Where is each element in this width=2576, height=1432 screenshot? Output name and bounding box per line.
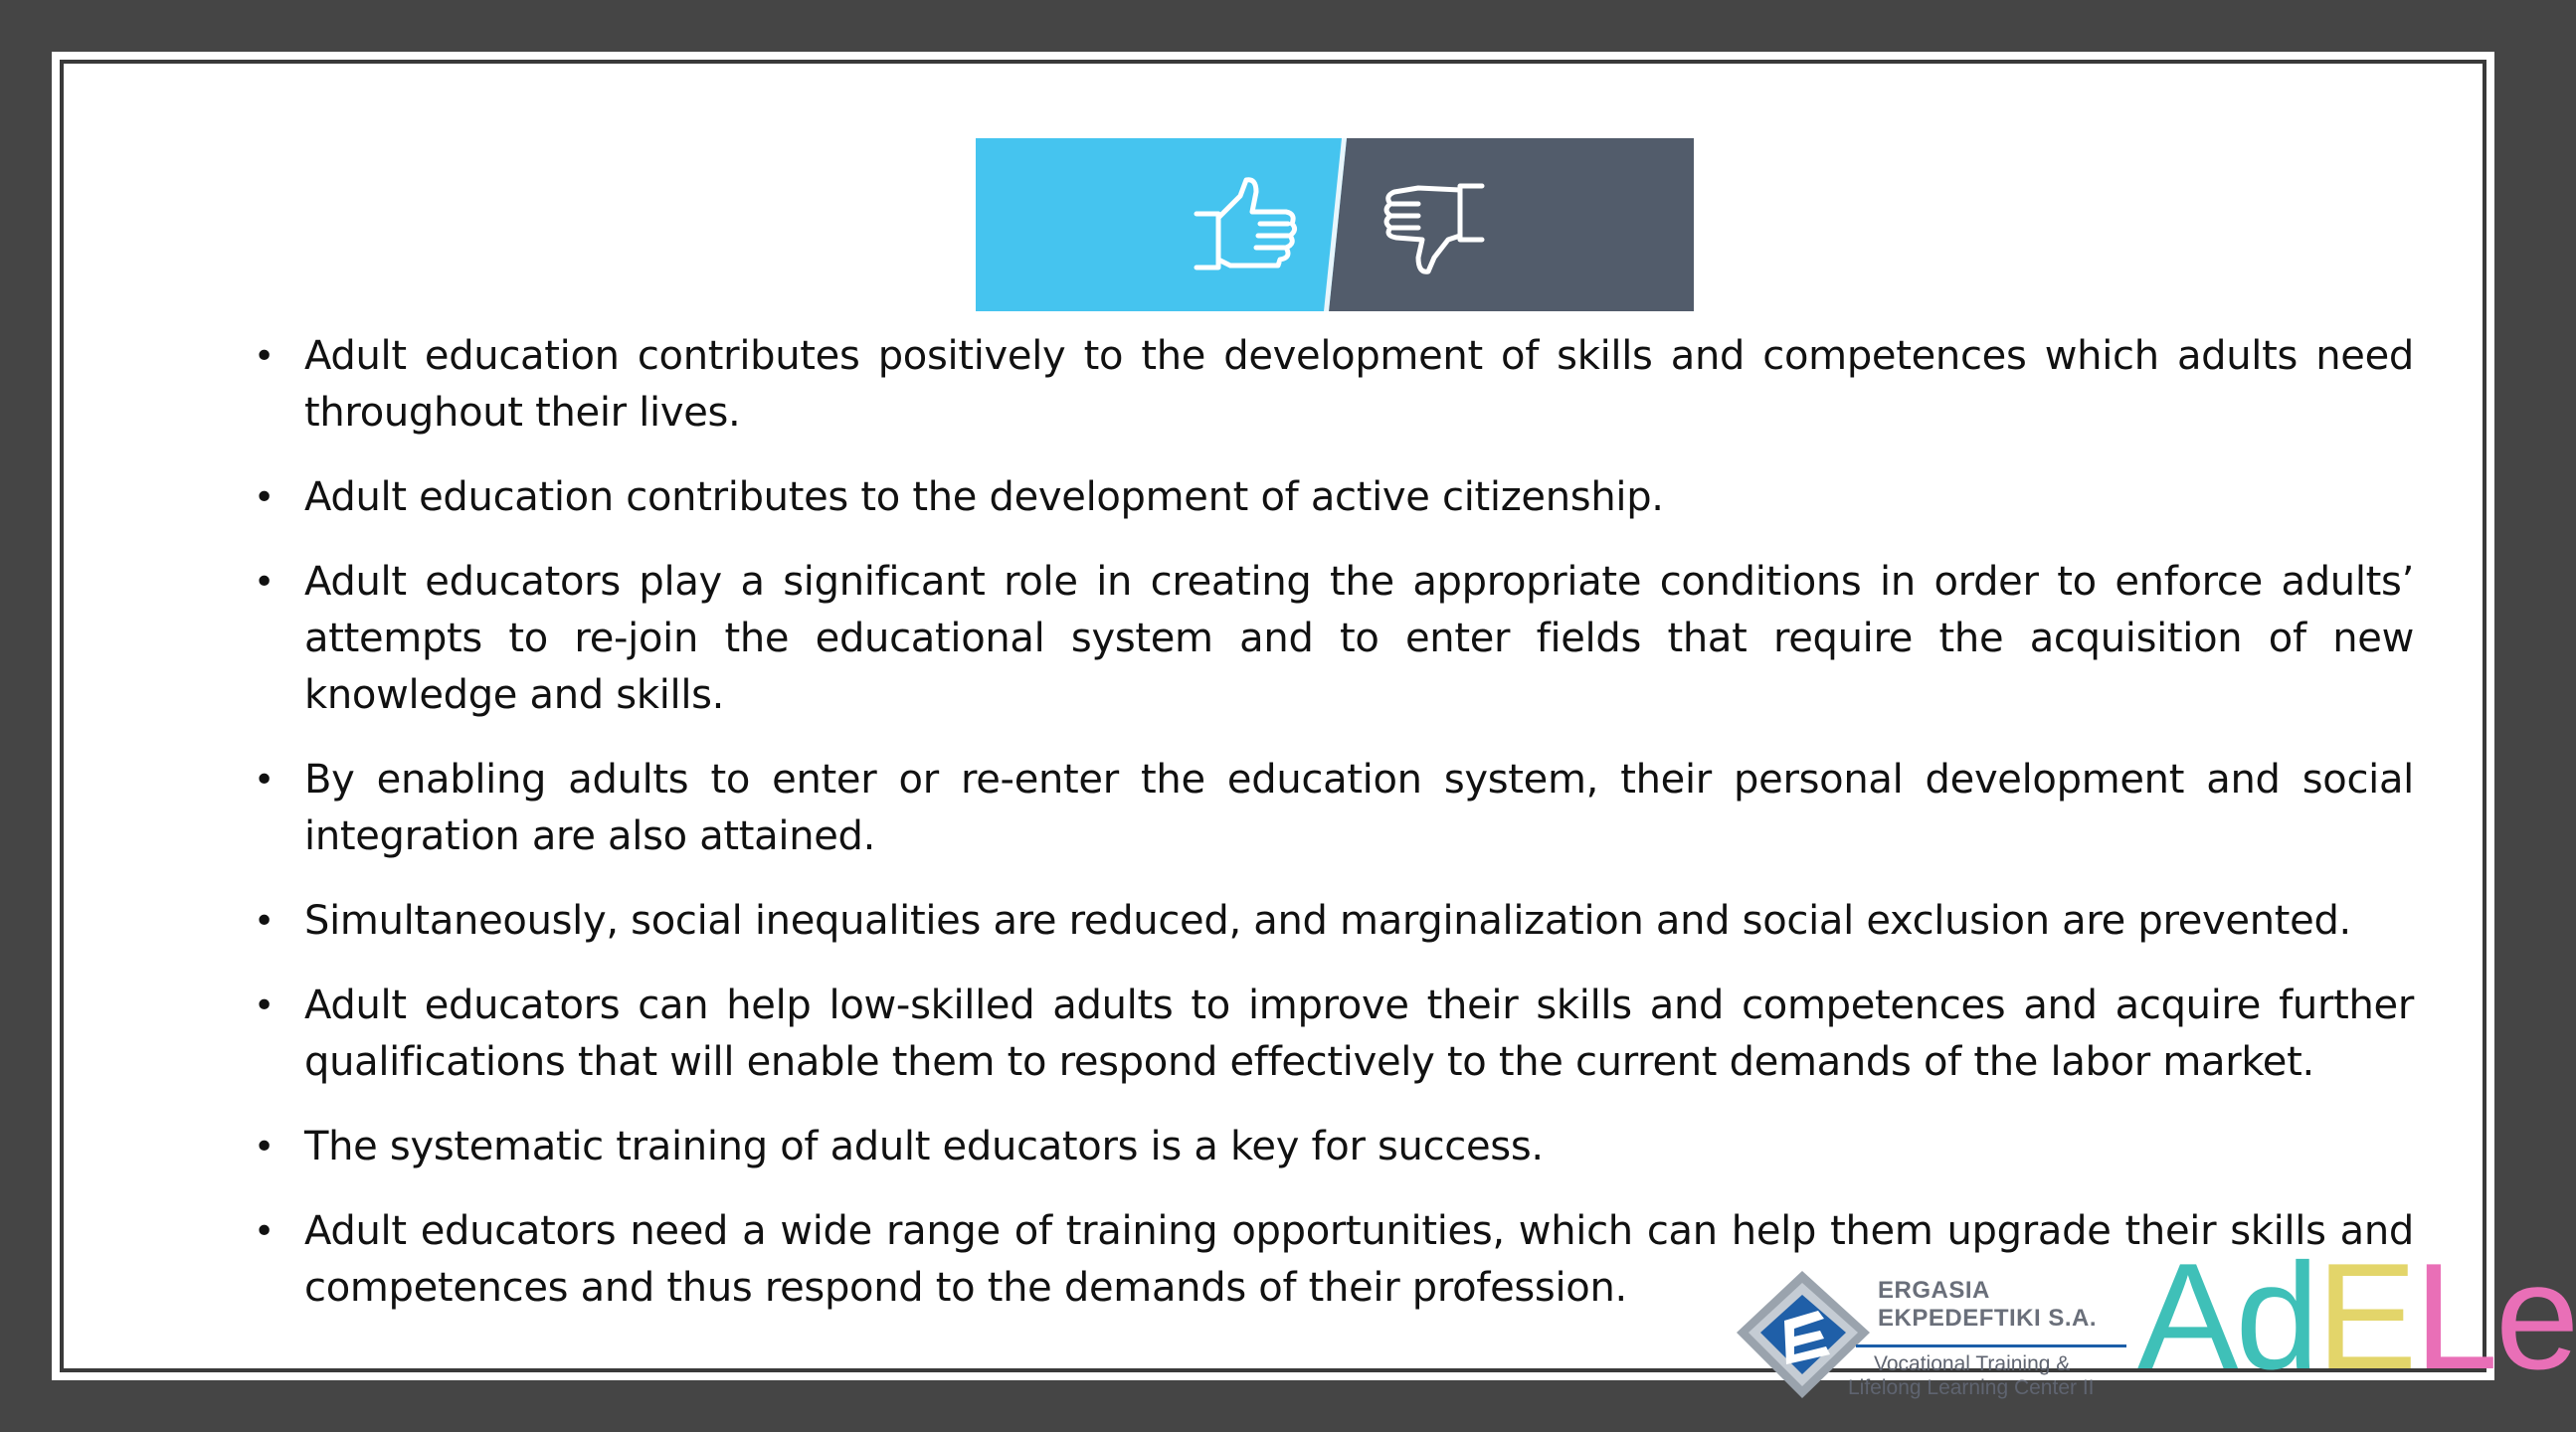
list-item [254, 978, 2414, 1091]
adele-letter: L [2414, 1232, 2495, 1401]
ergasia-subtitle-line1: Vocational Training & [1874, 1352, 2071, 1375]
bullet-text: The systematic training of adult educators is a key for success. [304, 1124, 1544, 1169]
list-item [254, 554, 2414, 724]
bullet-dot-icon: • [254, 1211, 275, 1252]
list-item [254, 893, 2414, 950]
bullet-dot-icon: • [254, 336, 275, 377]
ergasia-divider [1856, 1344, 2126, 1347]
ergasia-subtitle-line2: Lifelong Learning Center II [1848, 1376, 2095, 1399]
bullet-dot-icon: • [254, 562, 275, 603]
thumbs-down-icon [1379, 178, 1488, 277]
ergasia-title-line1: ERGASIA [1878, 1277, 1990, 1304]
bullet-text: Adult education contributes to the development of active citizenship. [304, 474, 1664, 520]
slide [64, 64, 2576, 1401]
bullet-text: Adult educators can help low-skilled adults to improve their skills and competences and acquire further qualifications that will enable them to respond effectively to the current demands of the labor market. [304, 983, 2414, 1085]
thumbs-up-icon [1191, 176, 1300, 275]
ergasia-logo [1733, 1253, 2130, 1412]
bullet-dot-icon: • [254, 477, 275, 518]
adele-letter: A [2137, 1232, 2236, 1401]
bullet-dot-icon: • [254, 760, 275, 801]
adele-letter: d [2235, 1232, 2316, 1401]
ergasia-title-line2: EKPEDEFTIKI S.A. [1878, 1305, 2098, 1332]
bullet-list [254, 328, 2414, 1344]
list-item [254, 328, 2414, 442]
list-item [254, 752, 2414, 865]
bullet-dot-icon: • [254, 1127, 275, 1167]
bullet-text: Simultaneously, social inequalities are reduced, and marginalization and social exclusion are prevented. [304, 898, 2351, 944]
bullet-text: Adult education contributes positively to the development of skills and competences which adults need throughout their lives. [304, 333, 2414, 436]
adele-letter: E [2315, 1232, 2415, 1401]
bullet-dot-icon: • [254, 901, 275, 942]
bullet-dot-icon: • [254, 985, 275, 1026]
adele-letter: e [2494, 1232, 2576, 1401]
banner-left-panel [976, 138, 1364, 311]
bullet-text: Adult educators need a wide range of training opportunities, which can help them upgrade their skills and competences and thus respond to the demands of their profession. [304, 1208, 2414, 1311]
bullet-text: By enabling adults to enter or re-enter the education system, their personal development and social integration are also attained. [304, 757, 2414, 859]
adele-logo [2137, 1232, 2576, 1401]
bullet-text: Adult educators play a significant role in creating the appropriate conditions in order to enforce adults’ attempts to re-join the educational system and to enter fields that require the acquisition of new knowledge and skills. [304, 559, 2414, 718]
thumbs-banner [976, 138, 1694, 311]
list-item [254, 469, 2414, 526]
list-item [254, 1119, 2414, 1175]
